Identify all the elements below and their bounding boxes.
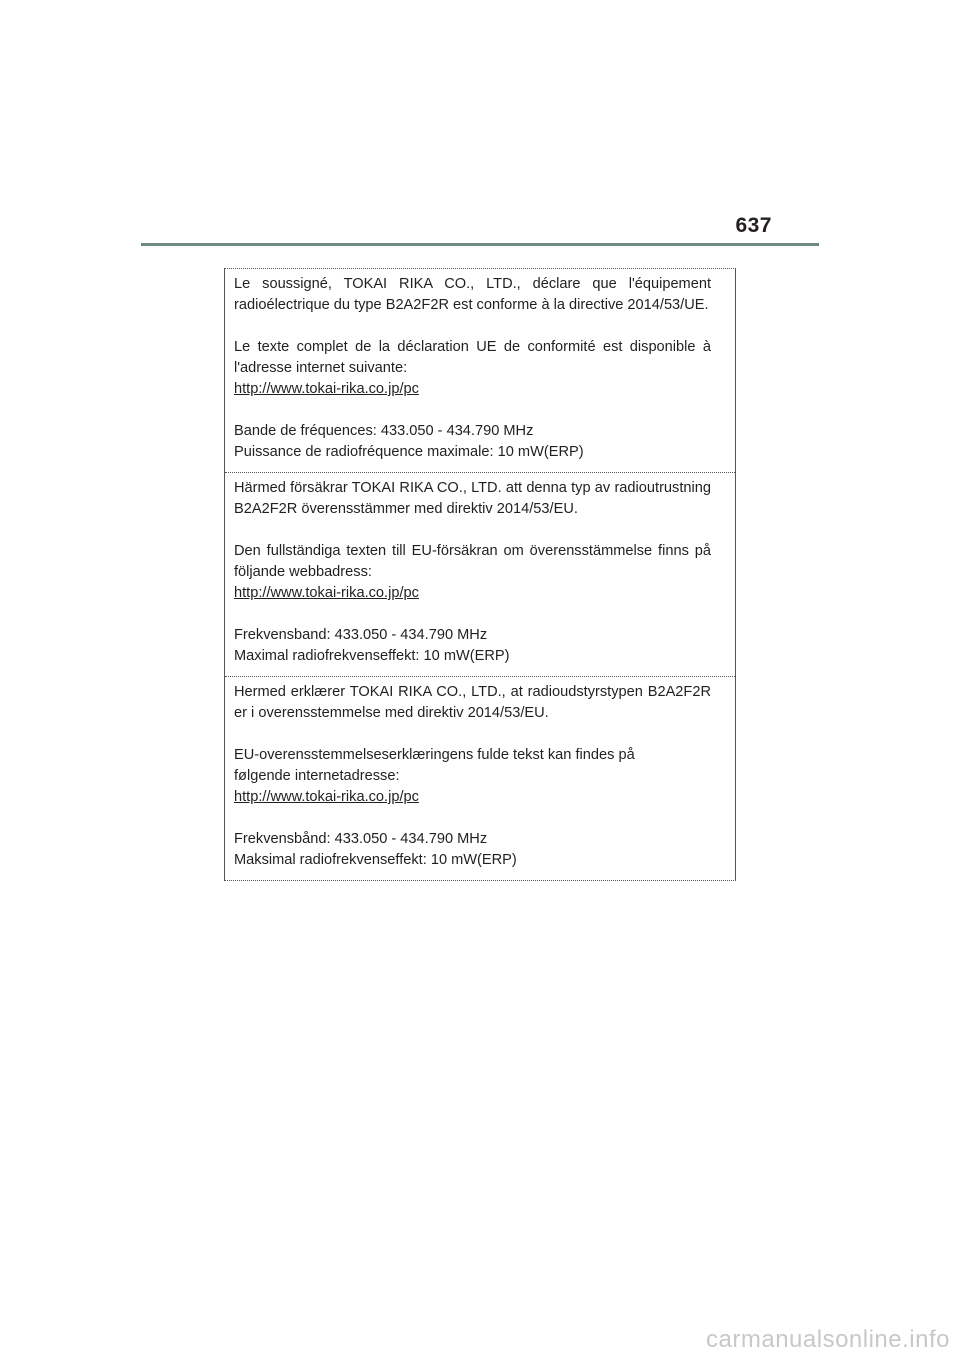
watermark-text: carmanualsonline.info <box>706 1326 950 1353</box>
declaration-text: Hermed erklærer TOKAI RIKA CO., LTD., at radioudstyrstypen B2A2F2R er i overensstemmelse med direktiv 2014/53/EU. <box>234 684 711 721</box>
frequency-text: Frekvensbånd: 433.050 - 434.790 MHz <box>234 831 488 847</box>
availability-text: Le texte complet de la déclaration UE de conformité est disponible à l'adresse internet suivante: <box>234 339 711 376</box>
availability-text: Den fullständiga texten till EU-försäkran om överensstämmelse finns på följande webbadress: <box>234 543 711 580</box>
availability-text-line1: EU-overensstemmelseserklæringens fulde tekst kan findes på <box>234 747 635 763</box>
declaration-url-link[interactable]: http://www.tokai-rika.co.jp/pc <box>234 381 419 397</box>
declaration-url-link[interactable]: http://www.tokai-rika.co.jp/pc <box>234 789 419 805</box>
power-text: Puissance de radiofréquence maximale: 10 mW(ERP) <box>234 444 584 460</box>
section-french <box>225 269 735 472</box>
declaration-box <box>224 268 736 881</box>
declaration-text: Härmed försäkrar TOKAI RIKA CO., LTD. att denna typ av radioutrustning B2A2F2R överensstämmer med direktiv 2014/53/EU. <box>234 480 711 517</box>
power-text: Maksimal radiofrekvenseffekt: 10 mW(ERP) <box>234 852 517 868</box>
frequency-text: Bande de fréquences: 433.050 - 434.790 MHz <box>234 423 534 439</box>
declaration-url-link[interactable]: http://www.tokai-rika.co.jp/pc <box>234 585 419 601</box>
header-rule <box>141 243 819 246</box>
page-number: 637 <box>735 214 772 237</box>
declaration-text: Le soussigné, TOKAI RIKA CO., LTD., déclare que l'équipement radioélectrique du type B2A2F2R est conforme à la directive 2014/53/UE. <box>234 276 711 313</box>
frequency-text: Frekvensband: 433.050 - 434.790 MHz <box>234 627 488 643</box>
section-swedish <box>225 472 735 676</box>
section-danish <box>225 676 735 880</box>
power-text: Maximal radiofrekvenseffekt: 10 mW(ERP) <box>234 648 510 664</box>
availability-text-line2: følgende internetadresse: <box>234 768 400 784</box>
